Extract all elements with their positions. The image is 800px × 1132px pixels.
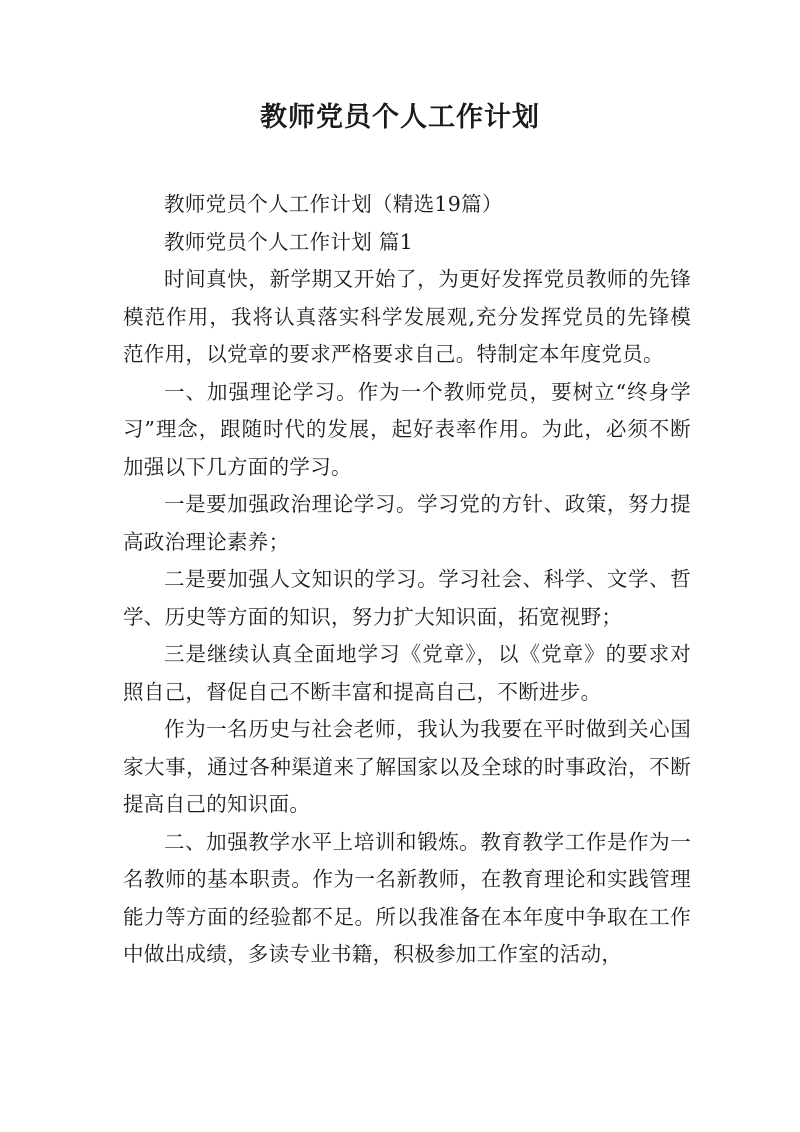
paragraph-party-constitution-study: 三是继续认真全面地学习《党章》，以《党章》的要求对照自己，督促自己不断丰富和提高自己，不断进步。 bbox=[123, 642, 691, 704]
paragraph-intro: 时间真快，新学期又开始了，为更好发挥党员教师的先锋模范作用，我将认真落实科学发展观,充分发挥党员的先锋模范作用，以党章的要求严格要求自己。特制定本年度党员。 bbox=[123, 267, 691, 366]
paragraph-humanities-study: 二是要加强人文知识的学习。学习社会、科学、文学、哲学、历史等方面的知识，努力扩大知识面，拓宽视野； bbox=[123, 567, 691, 629]
document-title: 教师党员个人工作计划 bbox=[260, 102, 540, 133]
paragraph-political-study: 一是要加强政治理论学习。学习党的方针、政策，努力提高政治理论素养； bbox=[123, 492, 691, 554]
paragraph-collection-title: 教师党员个人工作计划（精选19篇） bbox=[164, 192, 503, 216]
paragraph-theory-study: 一、加强理论学习。作为一个教师党员，要树立“终身学习”理念，跟随时代的发展，起好表率作用。为此，必须不断加强以下几方面的学习。 bbox=[123, 379, 691, 479]
paragraph-current-affairs: 作为一名历史与社会老师，我认为我要在平时做到关心国家大事，通过各种渠道来了解国家以及全球的时事政治，不断提高自己的知识面。 bbox=[123, 717, 691, 816]
paragraph-teaching-training: 二、加强教学水平上培训和锻炼。教育教学工作是作为一名教师的基本职责。作为一名新教师，在教育理论和实践管理能力等方面的经验都不足。所以我准备在本年度中争取在工作中做出成绩，多读专业书籍，积极参加工作室的活动， bbox=[123, 829, 691, 966]
document-body bbox=[123, 186, 691, 974]
paragraph-section-heading: 教师党员个人工作计划 篇1 bbox=[164, 229, 413, 254]
